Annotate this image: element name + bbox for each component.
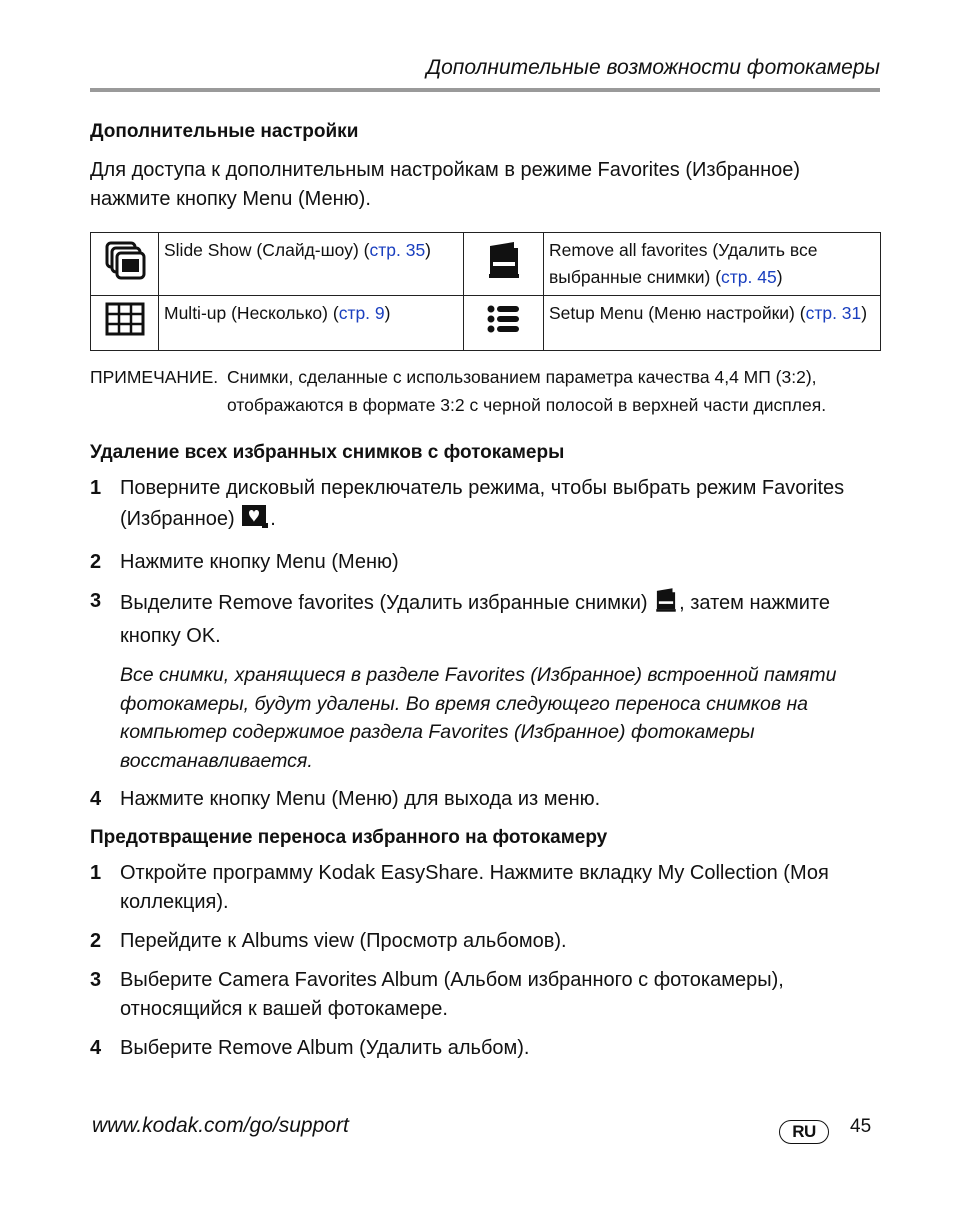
- step-text-after: , затем нажмите кнопку OK.: [120, 592, 830, 647]
- list-item: [90, 1034, 880, 1063]
- multi-up-label: Multi-up (Несколько) (: [164, 303, 339, 323]
- step-text: Поверните дисковый переключатель режима, чтобы выбрать режим Favorites (Избранное): [120, 477, 845, 530]
- section-title-prevent-transfer: Предотвращение переноса избранного на фотокамеру: [90, 827, 608, 848]
- remove-favorites-steps: [90, 474, 880, 651]
- step-number: 4: [90, 1037, 102, 1059]
- table-cell-remove-favorites: [544, 233, 881, 296]
- remove-favorites-steps-continued: [90, 785, 880, 814]
- table-cell-multi-up: [159, 296, 464, 351]
- page-header-title: Дополнительные возможности фотокамеры: [426, 56, 880, 79]
- step-text: Перейдите к Albums view (Просмотр альбомов).: [120, 930, 567, 952]
- step-number: 1: [90, 862, 102, 884]
- step-text: Выделите Remove favorites (Удалить избранные снимки): [120, 592, 648, 614]
- page-content: [90, 118, 880, 1073]
- remove-favorites-icon: [484, 264, 524, 284]
- list-item: [90, 785, 880, 814]
- table-icon-cell: [91, 296, 159, 351]
- table-cell-slideshow: [159, 233, 464, 296]
- table-icon-cell: [464, 233, 544, 296]
- page-link-31-setup[interactable]: стр. 31: [805, 303, 862, 323]
- table-icon-cell: [464, 296, 544, 351]
- intro-paragraph: Для доступа к дополнительным настройкам в режиме Favorites (Избранное) нажмите кнопку Menu (Меню).: [90, 159, 801, 210]
- step-text-after: .: [270, 508, 276, 530]
- favorites-menu-table: [90, 232, 881, 351]
- page-link-35-slideshow[interactable]: стр. 35: [369, 240, 426, 260]
- step-text: Выберите Camera Favorites Album (Альбом избранного с фотокамеры), относящийся к вашей фотокамере.: [120, 969, 784, 1020]
- remove-favorites-label: Remove all favorites (Удалить все выбранные снимки) (: [549, 240, 818, 287]
- step-number: 4: [90, 788, 102, 810]
- list-item: [90, 587, 880, 651]
- header-divider: [90, 88, 880, 92]
- paren-close: ): [861, 303, 868, 323]
- step-number: 2: [90, 551, 102, 573]
- grid-icon: [105, 320, 145, 340]
- step-number: 3: [90, 969, 102, 991]
- step-number: 1: [90, 477, 102, 499]
- step-text: Нажмите кнопку Menu (Меню): [120, 551, 399, 573]
- note-text: Снимки, сделанные с использованием параметра качества 4,4 МП (3:2), отображаются в формате 3:2 с черной полосой в верхней части дисплея.: [227, 367, 827, 415]
- footer-support-url: www.kodak.com/go/support: [92, 1114, 349, 1137]
- paren-close: ): [776, 267, 783, 287]
- table-cell-setup-menu: [544, 296, 881, 351]
- page-number: 45: [850, 1116, 872, 1137]
- step-result-text: Все снимки, хранящиеся в разделе Favorites (Избранное) встроенной памяти фотокамеры, будут удалены. Во время следующего переноса снимков на компьютер содержимое раздела Favorites (Избранное) фотокамеры восстанавливается.: [120, 664, 837, 772]
- slideshow-label: Slide Show (Слайд-шоу) (: [164, 240, 370, 260]
- step-text: Выберите Remove Album (Удалить альбом).: [120, 1037, 530, 1059]
- table-row: [91, 296, 881, 351]
- step-text: Откройте программу Kodak EasyShare. Нажмите вкладку My Collection (Моя коллекция).: [120, 862, 829, 913]
- slideshow-icon: [104, 264, 146, 284]
- remove-favorites-icon: [653, 587, 679, 622]
- step-number: 3: [90, 590, 102, 612]
- prevent-transfer-steps: [90, 859, 880, 1063]
- setup-menu-label: Setup Menu (Меню настройки) (: [549, 303, 806, 323]
- section-title-advanced-settings: Дополнительные настройки: [90, 121, 359, 142]
- favorites-mode-icon: [240, 503, 270, 538]
- list-item: [90, 927, 880, 956]
- list-item: [90, 859, 880, 917]
- list-item: [90, 548, 880, 577]
- section-title-remove-favorites: Удаление всех избранных снимков с фотокамеры: [90, 442, 565, 463]
- step-text: Нажмите кнопку Menu (Меню) для выхода из меню.: [120, 788, 601, 810]
- paren-close: ): [384, 303, 391, 323]
- table-icon-cell: [91, 233, 159, 296]
- page-link-9-multi-up[interactable]: стр. 9: [338, 303, 385, 323]
- list-item: [90, 966, 880, 1024]
- note-block: [90, 363, 880, 419]
- note-label: ПРИМЕЧАНИЕ.: [90, 367, 219, 387]
- step-number: 2: [90, 930, 102, 952]
- list-item: [90, 474, 880, 538]
- paren-close: ): [425, 240, 431, 260]
- page-link-45-remove[interactable]: стр. 45: [721, 267, 777, 287]
- setup-list-icon: [487, 318, 521, 338]
- language-badge: RU: [779, 1120, 829, 1144]
- table-row: [91, 233, 881, 296]
